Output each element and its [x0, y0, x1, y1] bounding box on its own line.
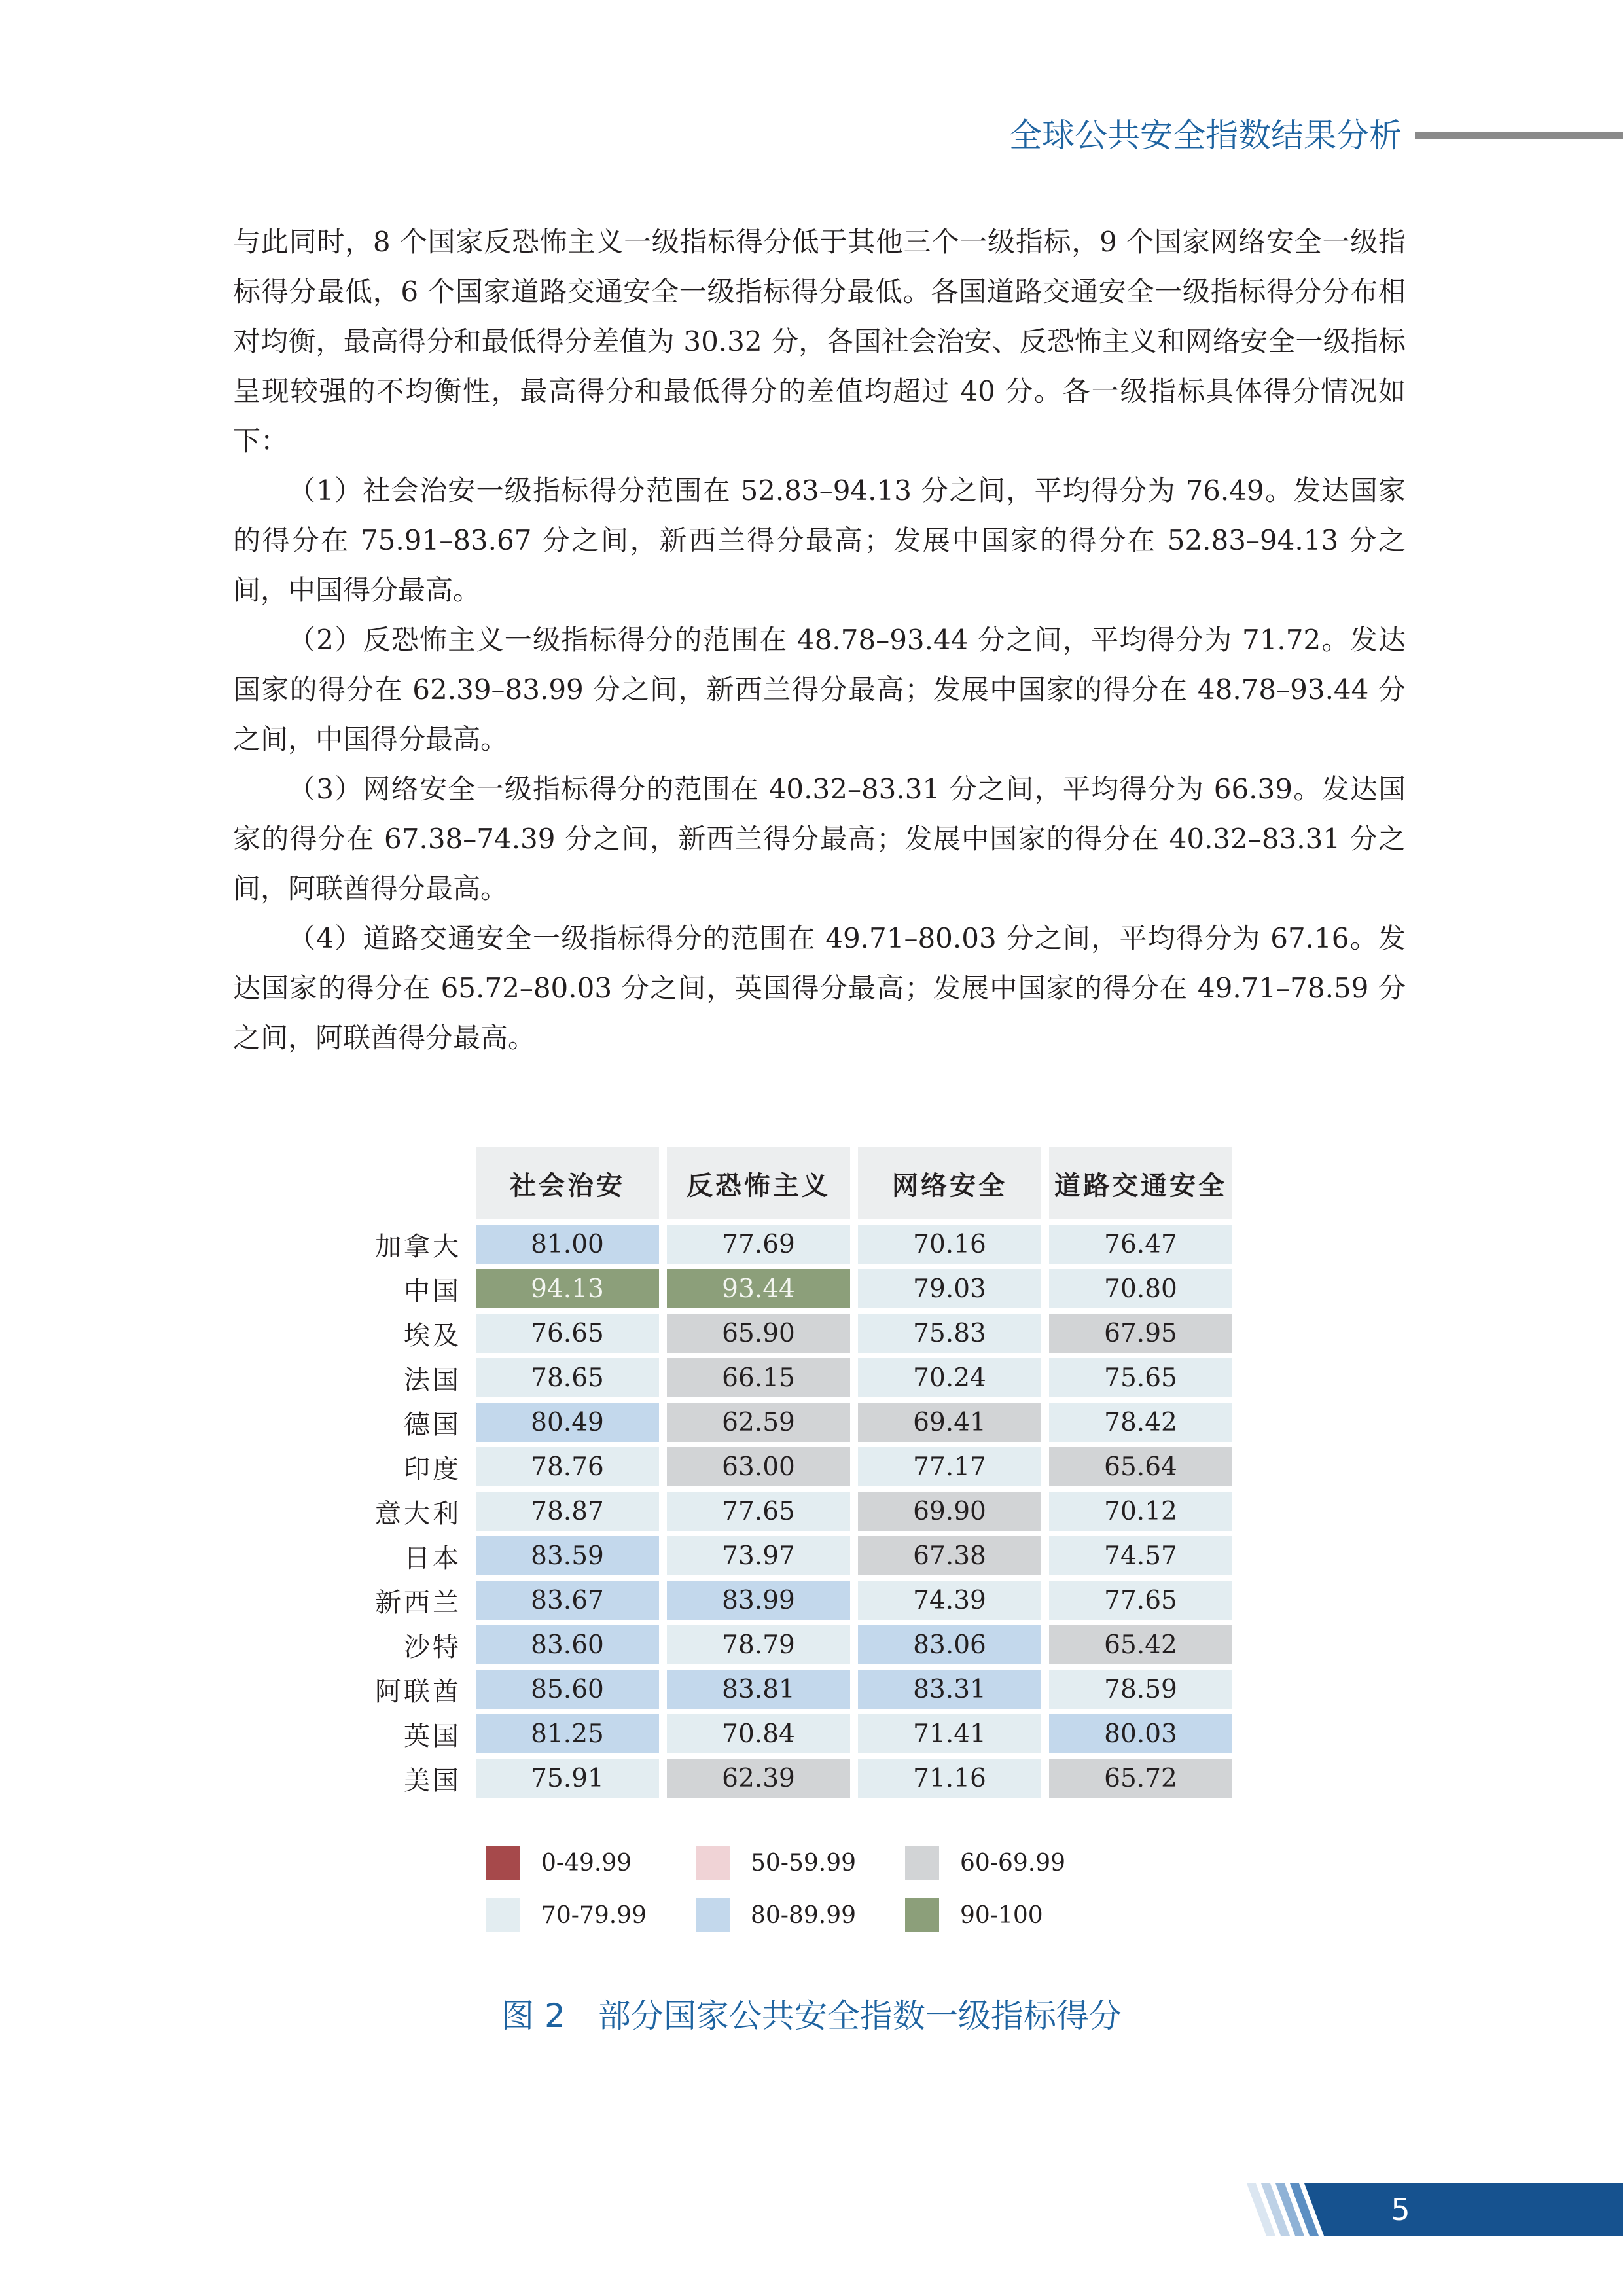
legend-swatch [905, 1898, 939, 1932]
score-cell: 93.44 [667, 1269, 850, 1308]
table-row [351, 1670, 1232, 1709]
table-row [351, 1759, 1232, 1798]
table-row [351, 1447, 1232, 1486]
score-cell: 77.17 [858, 1447, 1041, 1486]
score-cell: 77.65 [1049, 1581, 1232, 1620]
score-cell: 71.16 [858, 1759, 1041, 1798]
legend-swatch [905, 1846, 939, 1880]
score-cell: 78.79 [667, 1625, 850, 1664]
legend-item [486, 1846, 696, 1880]
score-cell: 65.64 [1049, 1447, 1232, 1486]
column-header: 反恐怖主义 [667, 1147, 850, 1219]
score-cell: 81.25 [476, 1714, 659, 1753]
row-label: 法国 [404, 1365, 461, 1395]
score-cell: 65.90 [667, 1314, 850, 1353]
score-cell: 80.03 [1049, 1714, 1232, 1753]
score-cell: 62.59 [667, 1403, 850, 1442]
table-row [351, 1358, 1232, 1397]
score-cell: 76.65 [476, 1314, 659, 1353]
score-cell: 70.24 [858, 1358, 1041, 1397]
paragraph-cyber-security: （3）网络安全一级指标得分的范围在 40.32–83.31 分之间，平均得分为 66.39。发达国家的得分在 67.38–74.39 分之间，新西兰得分最高；发展中国家的得分在 40.32–83.31 分之间，阿联酋得分最高。 [233, 773, 1406, 905]
table-row [351, 1269, 1232, 1308]
score-cell: 75.91 [476, 1759, 659, 1798]
score-cell: 78.76 [476, 1447, 659, 1486]
paragraph-public-order: （1）社会治安一级指标得分范围在 52.83–94.13 分之间，平均得分为 76.49。发达国家的得分在 75.91–83.67 分之间，新西兰得分最高；发展中国家的得分在 52.83–94.13 分之间，中国得分最高。 [233, 475, 1406, 606]
footer-stripes [1247, 2183, 1338, 2236]
score-cell: 65.72 [1049, 1759, 1232, 1798]
score-cell: 83.99 [667, 1581, 850, 1620]
legend-item [696, 1898, 905, 1932]
score-cell: 77.65 [667, 1492, 850, 1531]
score-cell: 83.06 [858, 1625, 1041, 1664]
legend-item [905, 1846, 1115, 1880]
legend-swatch [486, 1846, 520, 1880]
score-cell: 78.87 [476, 1492, 659, 1531]
score-cell: 69.41 [858, 1403, 1041, 1442]
score-cell: 70.80 [1049, 1269, 1232, 1308]
legend-swatch [486, 1898, 520, 1932]
score-cell: 70.16 [858, 1225, 1041, 1264]
score-cell: 70.84 [667, 1714, 850, 1753]
score-cell: 80.49 [476, 1403, 659, 1442]
score-cell: 79.03 [858, 1269, 1041, 1308]
row-label: 新西兰 [375, 1587, 461, 1618]
body-text [233, 217, 1406, 1063]
figure-caption: 图 2 部分国家公共安全指数一级指标得分 [501, 1997, 1122, 2035]
score-cell: 71.41 [858, 1714, 1041, 1753]
row-label: 埃及 [404, 1320, 461, 1351]
paragraph-intro: 与此同时，8 个国家反恐怖主义一级指标得分低于其他三个一级指标，9 个国家网络安全一级指标得分最低，6 个国家道路交通安全一级指标得分最低。各国道路交通安全一级指标得分分布相对均衡，最高得分和最低得分差值为 30.32 分，各国社会治安、反恐怖主义和网络安全一级指标呈现较强的不均衡性，最高得分和最低得分的差值均超过 40 分。各一级指标具体得分情况如下： [233, 226, 1406, 457]
legend-swatch [696, 1846, 730, 1880]
legend-label: 80-89.99 [751, 1901, 857, 1929]
score-cell: 75.83 [858, 1314, 1041, 1353]
row-label: 日本 [404, 1543, 461, 1573]
legend-label: 50-59.99 [751, 1849, 857, 1876]
row-label: 加拿大 [375, 1231, 461, 1262]
table-row [351, 1225, 1232, 1264]
row-label: 沙特 [404, 1632, 461, 1662]
table-body [351, 1225, 1232, 1798]
column-header: 社会治安 [476, 1147, 659, 1219]
legend-swatch [696, 1898, 730, 1932]
score-cell: 78.42 [1049, 1403, 1232, 1442]
score-cell: 66.15 [667, 1358, 850, 1397]
table-row [351, 1536, 1232, 1575]
row-label: 意大利 [375, 1498, 461, 1529]
score-cell: 70.12 [1049, 1492, 1232, 1531]
score-cell: 83.59 [476, 1536, 659, 1575]
score-cell: 67.38 [858, 1536, 1041, 1575]
table-row [351, 1314, 1232, 1353]
score-heatmap-table [344, 1142, 1240, 1803]
legend [486, 1846, 1115, 1932]
score-cell: 67.95 [1049, 1314, 1232, 1353]
score-cell: 77.69 [667, 1225, 850, 1264]
column-header: 网络安全 [858, 1147, 1041, 1219]
score-cell: 73.97 [667, 1536, 850, 1575]
running-header-title: 全球公共安全指数结果分析 [1009, 117, 1402, 154]
row-label: 英国 [404, 1721, 461, 1751]
score-cell: 81.00 [476, 1225, 659, 1264]
score-cell: 65.42 [1049, 1625, 1232, 1664]
score-cell: 69.90 [858, 1492, 1041, 1531]
row-label: 德国 [404, 1409, 461, 1440]
table-row [351, 1403, 1232, 1442]
score-cell: 83.60 [476, 1625, 659, 1664]
paragraph-road-traffic: （4）道路交通安全一级指标得分的范围在 49.71–80.03 分之间，平均得分为 67.16。发达国家的得分在 65.72–80.03 分之间，英国得分最高；发展中国家的得分在 49.71–78.59 分之间，阿联酋得分最高。 [233, 922, 1406, 1054]
legend-item [905, 1898, 1115, 1932]
header-rule [1415, 132, 1623, 139]
row-label: 阿联酋 [375, 1676, 461, 1707]
table-row [351, 1714, 1232, 1753]
score-cell: 62.39 [667, 1759, 850, 1798]
score-cell: 75.65 [1049, 1358, 1232, 1397]
legend-label: 90-100 [960, 1901, 1043, 1929]
score-cell: 83.81 [667, 1670, 850, 1709]
table-row [351, 1625, 1232, 1664]
table-corner [351, 1147, 468, 1219]
score-cell: 78.65 [476, 1358, 659, 1397]
score-cell: 63.00 [667, 1447, 850, 1486]
score-cell: 78.59 [1049, 1670, 1232, 1709]
score-cell: 76.47 [1049, 1225, 1232, 1264]
score-cell: 74.57 [1049, 1536, 1232, 1575]
score-cell: 83.67 [476, 1581, 659, 1620]
row-label: 美国 [404, 1765, 461, 1796]
table-row [351, 1581, 1232, 1620]
score-cell: 83.31 [858, 1670, 1041, 1709]
row-label: 中国 [404, 1276, 461, 1306]
score-cell: 85.60 [476, 1670, 659, 1709]
row-label: 印度 [404, 1454, 461, 1484]
column-header: 道路交通安全 [1049, 1147, 1232, 1219]
score-cell: 94.13 [476, 1269, 659, 1308]
legend-item [696, 1846, 905, 1880]
paragraph-counter-terrorism: （2）反恐怖主义一级指标得分的范围在 48.78–93.44 分之间，平均得分为 71.72。发达国家的得分在 62.39–83.99 分之间，新西兰得分最高；发展中国家的得分在 48.78–93.44 分之间，中国得分最高。 [233, 624, 1406, 755]
table-row [351, 1492, 1232, 1531]
legend-label: 60-69.99 [960, 1849, 1066, 1876]
legend-label: 0-49.99 [541, 1849, 632, 1876]
legend-label: 70-79.99 [541, 1901, 647, 1929]
page-number: 5 [1391, 2192, 1410, 2227]
score-cell: 74.39 [858, 1581, 1041, 1620]
legend-item [486, 1898, 696, 1932]
